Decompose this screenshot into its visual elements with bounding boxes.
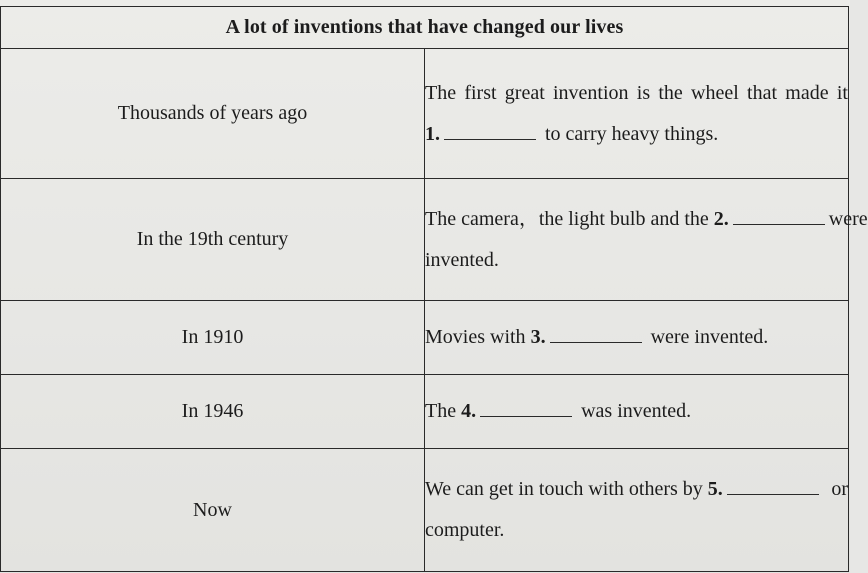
blank-number: 3. (530, 326, 546, 348)
description-cell (425, 449, 849, 572)
description-text: The camera，the light bulb and the (425, 207, 709, 230)
blank-number: 2. (713, 207, 729, 230)
word: wheel (691, 81, 739, 104)
word: made (785, 81, 829, 104)
word: that (747, 81, 778, 104)
description-line: computer. (425, 519, 505, 541)
description-text: Movies with (425, 326, 526, 348)
word: great (504, 81, 545, 104)
description-text: were (828, 207, 868, 230)
answer-blank-5[interactable] (727, 474, 819, 495)
word: it (836, 81, 848, 104)
description-text: to carry heavy things. (545, 122, 719, 145)
answer-blank-1[interactable] (444, 119, 536, 140)
description-cell (425, 179, 868, 301)
word: the (658, 81, 683, 104)
description-text: or (831, 478, 848, 500)
description-text: were invented. (650, 326, 769, 348)
table-row (1, 301, 849, 375)
table-title: A lot of inventions that have changed our lives (1, 7, 849, 49)
table-row (1, 375, 849, 449)
answer-blank-3[interactable] (550, 322, 642, 343)
description-line (425, 114, 848, 155)
description-cell (425, 301, 849, 375)
blank-number: 4. (461, 400, 477, 422)
description-line: invented. (425, 248, 499, 271)
table-row (1, 49, 849, 179)
answer-blank-4[interactable] (480, 396, 572, 417)
period-cell: In 1910 (1, 301, 425, 375)
description-line (425, 73, 848, 114)
period-cell: In 1946 (1, 375, 425, 449)
answer-blank-2[interactable] (733, 204, 825, 225)
word: invention (553, 81, 629, 104)
description-text: The (425, 400, 457, 422)
table-row (1, 449, 849, 572)
blank-number: 1. (425, 122, 440, 145)
period-cell: Now (1, 449, 425, 572)
word: is (636, 81, 651, 104)
description-text: was invented. (581, 400, 692, 422)
description-line (425, 469, 848, 510)
word: The (425, 81, 457, 104)
blank-number: 5. (707, 478, 723, 500)
inventions-table (0, 6, 868, 572)
table-row (1, 179, 849, 301)
description-cell (425, 375, 849, 449)
period-cell: Thousands of years ago (1, 49, 425, 179)
description-line (425, 199, 868, 240)
word: first (464, 81, 497, 104)
period-cell: In the 19th century (1, 179, 425, 301)
description-text: We can get in touch with others by (425, 478, 703, 500)
description-cell (425, 49, 849, 179)
